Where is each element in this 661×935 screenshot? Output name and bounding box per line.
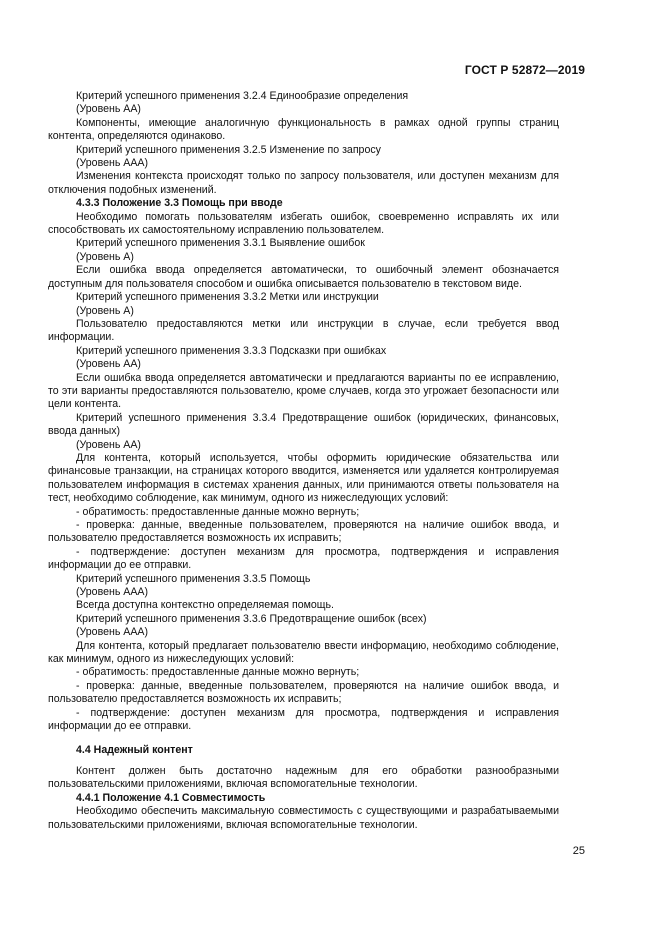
paragraph: Изменения контекста происходят только по запросу пользователя, или доступен механизм для отключения подобных изменений.	[48, 170, 559, 196]
paragraph: - подтверждение: доступен механизм для просмотра, подтверждения и исправления информации до ее отправки.	[48, 545, 559, 572]
paragraph: - проверка: данные, введенные пользователем, проверяются на наличие ошибок ввода, и пользователю предоставляется возможность их исправить;	[48, 679, 559, 706]
paragraph: (Уровень ААА)	[76, 586, 149, 599]
paragraph: Компоненты, имеющие аналогичную функциональность в рамках одной группы страниц контента, определяются одинаково.	[48, 116, 559, 143]
paragraph: - подтверждение: доступен механизм для просмотра, подтверждения и исправления информации до ее отправки.	[48, 706, 559, 733]
document-header: ГОСТ Р 52872—2019	[464, 63, 585, 77]
spacer	[76, 734, 559, 744]
paragraph: Пользователю предоставляются метки или инструкции в случае, если требуется ввод информации.	[48, 317, 559, 344]
spacer	[76, 757, 559, 765]
paragraph: - обратимость: предоставленные данные можно вернуть;	[76, 505, 360, 518]
document-body	[48, 90, 559, 832]
paragraph: Необходимо обеспечить максимальную совместимость с существующими и разрабатываемыми пользовательскими приложениями, включая вспомогательные технологии.	[48, 805, 559, 831]
paragraph: Для контента, который используется, чтобы оформить юридические обязательства или финансовые транзакции, на страницах которого вводится, изменяется или удаляется контролируемая пользователем информация в системах хранения данных, или принимаются ответы пользователя на тест, необходимо соблюдение, как минимум, одного из нижеследующих условий:	[48, 451, 559, 505]
paragraph: Критерий успешного применения 3.3.2 Метки или инструкции	[76, 291, 379, 304]
paragraph: - обратимость: предоставленные данные можно вернуть;	[76, 666, 360, 679]
paragraph: Если ошибка ввода определяется автоматически, то ошибочный элемент обозначается доступным для пользователя способом и ошибка описывается пользователю в текстовом виде.	[48, 264, 559, 290]
page-number: 25	[572, 845, 585, 857]
paragraph: (Уровень АА)	[76, 358, 141, 371]
paragraph: (Уровень А)	[76, 304, 134, 317]
paragraph: Критерий успешного применения 3.2.4 Единообразие определения	[76, 90, 409, 102]
paragraph: (Уровень А)	[76, 250, 134, 263]
paragraph: Критерий успешного применения 3.3.6 Предотвращение ошибок (всех)	[76, 612, 427, 625]
section-heading: 4.4.1 Положение 4.1 Совместимость	[76, 791, 266, 804]
paragraph: Критерий успешного применения 3.3.5 Помощь	[76, 572, 311, 585]
paragraph: - проверка: данные, введенные пользователем, проверяются на наличие ошибок ввода, и пользователю предоставляется возможность их исправить;	[48, 519, 559, 545]
section-heading: 4.3.3 Положение 3.3 Помощь при вводе	[76, 197, 283, 210]
paragraph: Критерий успешного применения 3.3.4 Предотвращение ошибок (юридических, финансовых, ввода данных)	[48, 411, 559, 438]
paragraph: Для контента, который предлагает пользователю ввести информацию, необходимо соблюдение, как минимум, одного из нижеследующих условий:	[48, 639, 559, 666]
paragraph: Если ошибка ввода определяется автоматически и предлагаются варианты по ее исправлению, то эти варианты предоставляются пользователю, кроме случаев, когда это угрожает безопасности или цели контента.	[48, 371, 559, 411]
paragraph: Критерий успешного применения 3.3.3 Подсказки при ошибках	[76, 344, 387, 357]
paragraph: (Уровень АА)	[76, 103, 141, 116]
paragraph: (Уровень АА)	[76, 438, 141, 451]
paragraph: Всегда доступна контекстно определяемая помощь.	[76, 599, 334, 612]
section-heading: 4.4 Надежный контент	[76, 743, 193, 756]
paragraph: Необходимо помогать пользователям избегать ошибок, своевременно исправлять их или способствовать их самостоятельному исправлению пользователем.	[48, 210, 559, 237]
paragraph: Критерий успешного применения 3.3.1 Выявление ошибок	[76, 237, 365, 250]
paragraph: Критерий успешного применения 3.2.5 Изменение по запросу	[76, 143, 381, 156]
paragraph: Контент должен быть достаточно надежным для его обработки разнообразными пользовательскими приложениями, включая вспомогательные технологии.	[48, 764, 559, 791]
paragraph: (Уровень ААА)	[76, 626, 149, 639]
paragraph: (Уровень ААА)	[76, 157, 149, 170]
